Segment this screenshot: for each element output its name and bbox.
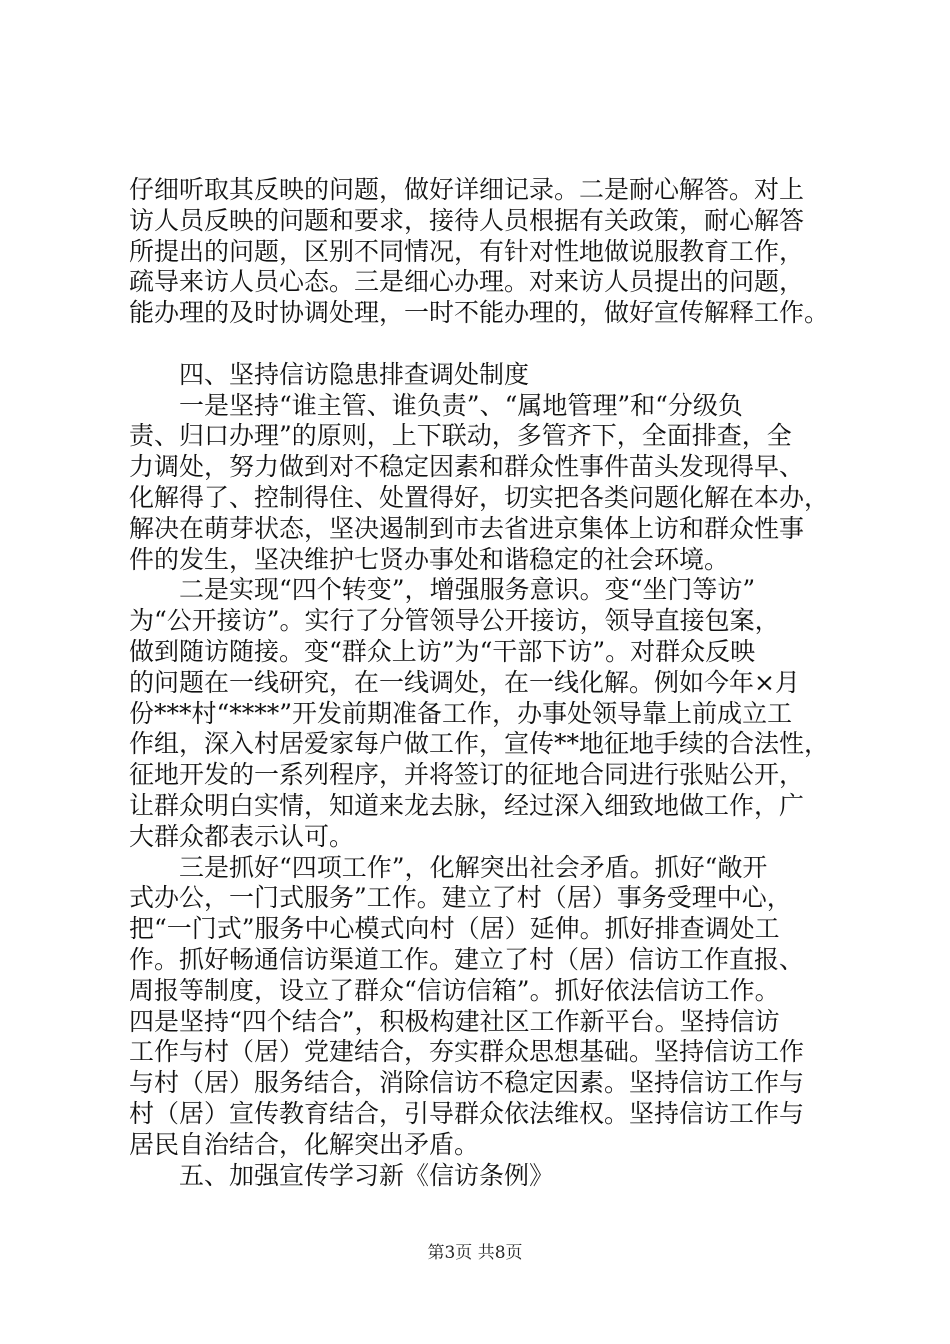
text-line: 五、加强宣传学习新《信访条例》 [129,1160,555,1190]
text-line: 一是坚持“谁主管、谁负责”、“属地管理”和“分级负 [129,390,743,420]
text-line: 周报等制度，设立了群众“信访信箱”。抓好依法信访工作。 [129,975,780,1005]
text-line: 作组，深入村居爱家每户做工作，宣传**地征地手续的合法性， [129,729,830,759]
text-line: 责、归口办理”的原则，上下联动，多管齐下，全面排查，全 [129,421,792,451]
text-line: 访人员反映的问题和要求，接待人员根据有关政策，耐心解答 [129,205,805,235]
text-line: 居民自治结合，化解突出矛盾。 [129,1129,480,1159]
text-line: 件的发生，坚决维护七贤办事处和谐稳定的社会环境。 [129,544,730,574]
text-line: 疏导来访人员心态。三是细心办理。对来访人员提出的问题， [129,267,805,297]
text-line: 作。抓好畅通信访渠道工作。建立了村（居）信访工作直报、 [129,944,805,974]
text-line: 做到随访随接。变“群众上访”为“干部下访”。对群众反映 [129,636,756,666]
text-line: 二是实现“四个转变”，增强服务意识。变“坐门等访” [129,575,756,605]
text-line: 把“一门式”服务中心模式向村（居）延伸。抓好排查调处工 [129,914,780,944]
text-line: 仔细听取其反映的问题，做好详细记录。二是耐心解答。对上 [129,175,805,204]
text-line: 能办理的及时协调处理，一时不能办理的，做好宣传解释工作。 [129,298,830,328]
text-line: 为“公开接访”。实行了分管领导公开接访，领导直接包案， [129,606,780,636]
text-line: 四、坚持信访隐患排查调处制度 [129,359,530,389]
text-line: 所提出的问题，区别不同情况，有针对性地做说服教育工作， [129,236,805,266]
text-line: 与村（居）服务结合，消除信访不稳定因素。坚持信访工作与 [129,1068,805,1098]
text-line: 三是抓好“四项工作”，化解突出社会矛盾。抓好“敞开 [129,852,768,882]
body-text [129,175,849,1191]
text-line: 力调处，努力做到对不稳定因素和群众性事件苗头发现得早、 [129,452,805,482]
text-line: 村（居）宣传教育结合，引导群众依法维权。坚持信访工作与 [129,1098,805,1128]
text-line: 化解得了、控制得住、处置得好，切实把各类问题化解在本办， [129,482,830,512]
blank-line [129,329,849,360]
text-line: 解决在萌芽状态，坚决遏制到市去省进京集体上访和群众性事 [129,513,805,543]
text-line: 征地开发的一系列程序，并将签订的征地合同进行张贴公开， [129,760,805,790]
text-line: 份***村“****”开发前期准备工作，办事处领导靠上前成立工 [129,698,793,728]
text-line: 的问题在一线研究，在一线调处，在一线化解。例如今年×月 [129,667,800,697]
text-line: 式办公，一门式服务”工作。建立了村（居）事务受理中心， [129,883,792,913]
text-line: 四是坚持“四个结合”，积极构建社区工作新平台。坚持信访 [129,1006,780,1036]
text-line: 工作与村（居）党建结合，夯实群众思想基础。坚持信访工作 [129,1037,805,1067]
page-footer: 第3页 共8页 [427,1243,523,1263]
text-line: 大群众都表示认可。 [129,821,355,851]
text-line: 让群众明白实情，知道来龙去脉，经过深入细致地做工作，广 [129,790,805,820]
